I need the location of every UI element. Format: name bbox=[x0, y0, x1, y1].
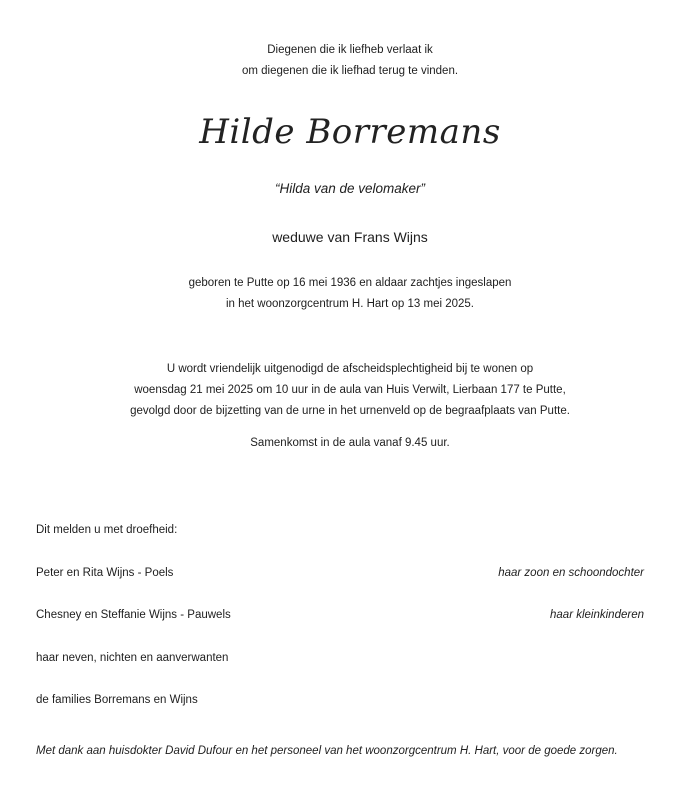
family-names: Peter en Rita Wijns - Poels bbox=[36, 567, 174, 579]
nickname: “Hilda van de velomaker” bbox=[274, 181, 426, 196]
family-names: Chesney en Steffanie Wijns - Pauwels bbox=[36, 609, 231, 621]
invitation-line-1: U wordt vriendelijk uitgenodigd de afscheidsplechtigheid bij te wonen op bbox=[166, 363, 534, 375]
birth-death-info bbox=[0, 273, 700, 315]
invitation bbox=[0, 359, 700, 422]
invitation-line-3: gevolgd door de bijzetting van de urne in het urnenveld op de begraafplaats van Putte. bbox=[130, 405, 570, 417]
poem bbox=[0, 40, 700, 82]
birth-line-2: in het woonzorgcentrum H. Hart op 13 mei 2025. bbox=[225, 298, 475, 310]
announcement-intro-text: Dit melden u met droefheid: bbox=[36, 524, 178, 536]
family-relation: haar kleinkinderen bbox=[550, 609, 644, 621]
invitation-line-2: woensdag 21 mei 2025 om 10 uur in de aula van Huis Verwilt, Lierbaan 177 te Putte, bbox=[134, 384, 566, 396]
family-names: de families Borremans en Wijns bbox=[36, 694, 198, 706]
poem-line-2: om diegenen die ik liefhad terug te vinden. bbox=[241, 65, 459, 77]
widow-of: weduwe van Frans Wijns bbox=[272, 229, 428, 245]
thanks-note: Met dank aan huisdokter David Dufour en het personeel van het woonzorgcentrum H. Hart, voor de goede zorgen. bbox=[36, 745, 618, 757]
family-relation: haar zoon en schoondochter bbox=[498, 567, 644, 579]
deceased-name: Hilde Borremans bbox=[199, 112, 501, 152]
birth-line-1: geboren te Putte op 16 mei 1936 en aldaar zachtjes ingeslapen bbox=[188, 277, 512, 289]
family-names: haar neven, nichten en aanverwanten bbox=[36, 652, 229, 664]
poem-line-1: Diegenen die ik liefheb verlaat ik bbox=[267, 44, 433, 56]
gathering-info: Samenkomst in de aula vanaf 9.45 uur. bbox=[250, 437, 450, 449]
